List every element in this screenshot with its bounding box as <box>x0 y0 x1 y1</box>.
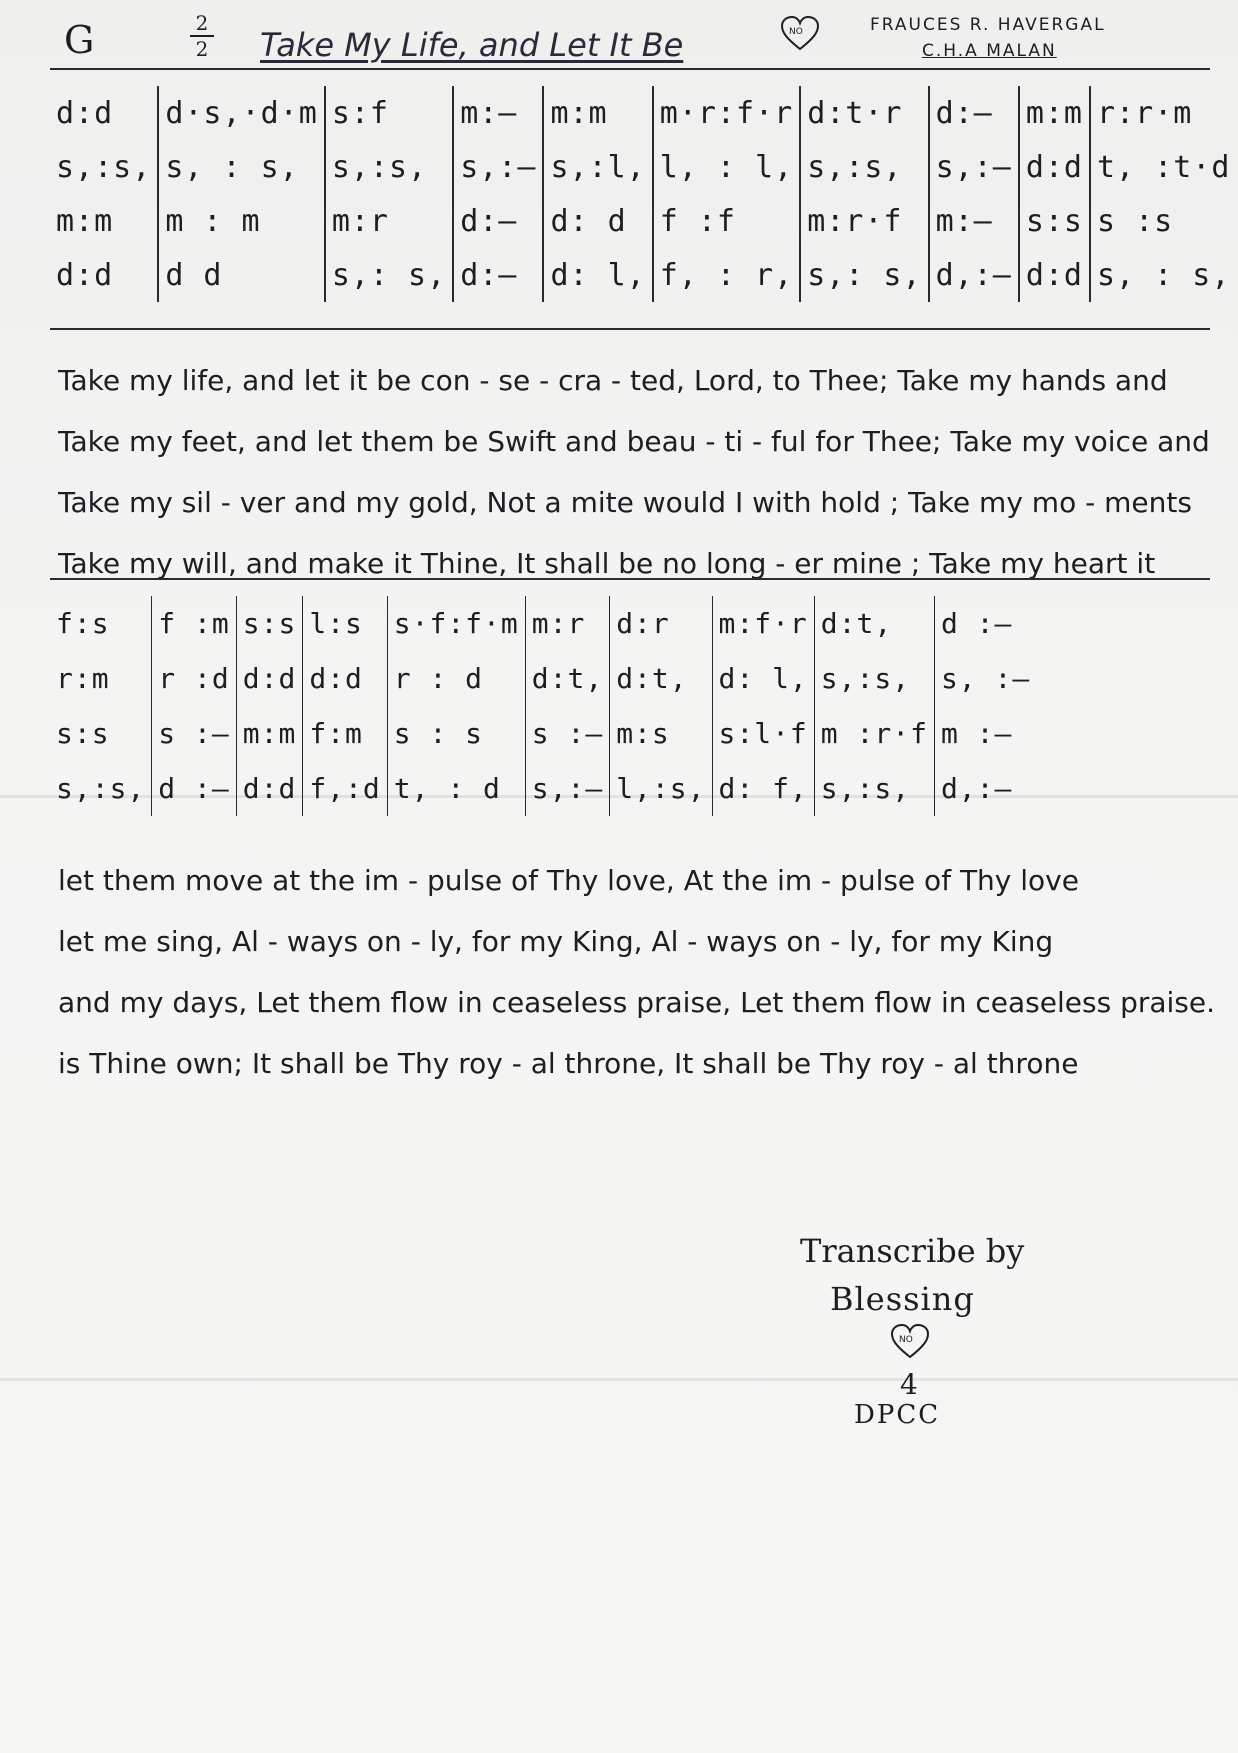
solfa-cell: d,:– <box>929 248 1019 302</box>
solfa-cell: s:s <box>1019 194 1090 248</box>
solfa-cell: m:f·r <box>712 596 814 651</box>
svg-text:NO: NO <box>789 27 803 37</box>
solfa-cell: l:s <box>303 596 387 651</box>
composer-line-2: C.H.A MALAN <box>922 41 1057 61</box>
solfa-cell: m:m <box>1019 86 1090 140</box>
solfa-cell: m:r <box>325 194 453 248</box>
solfa-cell: d:d <box>56 95 114 131</box>
solfa-row <box>50 596 1036 651</box>
solfa-cell: s,: s, <box>325 248 453 302</box>
solfa-cell: s:s <box>56 717 110 750</box>
section-rule <box>50 578 1210 580</box>
lyric-line: Take my sil - ver and my gold, Not a mite would I with hold ; Take my mo - ments <box>58 486 1192 519</box>
solfa-row <box>50 86 1236 140</box>
solfa-cell: s,:s, <box>814 651 934 706</box>
solfa-row <box>50 194 1236 248</box>
solfa-row <box>50 140 1236 194</box>
solfa-cell: m:r <box>525 596 609 651</box>
transcriber-signature <box>800 1232 1100 1430</box>
solfa-cell: d: f, <box>712 761 814 816</box>
solfa-cell: m:m <box>56 203 114 239</box>
solfa-row <box>50 761 1036 816</box>
solfa-cell: s,:– <box>929 140 1019 194</box>
solfa-cell: s :– <box>152 706 236 761</box>
solfa-cell: d: l, <box>712 651 814 706</box>
solfa-row <box>50 248 1236 302</box>
solfa-cell: m:– <box>929 194 1019 248</box>
lyrics-block-1 <box>58 350 1228 594</box>
solfa-cell: s,:l, <box>543 140 652 194</box>
signature-line-4: DPCC <box>854 1400 941 1430</box>
solfa-cell: d:d <box>1019 140 1090 194</box>
lyric-line: let me sing, Al - ways on - ly, for my King, Al - ways on - ly, for my King <box>58 925 1054 958</box>
solfa-cell: d :– <box>152 761 236 816</box>
solfa-cell: m : m <box>158 194 325 248</box>
solfa-cell: d·s,·d·m <box>158 86 325 140</box>
solfa-cell: d:t, <box>525 651 609 706</box>
lyric-line: Take my feet, and let them be Swift and beau - ti - ful for Thee; Take my voice and <box>58 425 1210 458</box>
solfa-cell: r : d <box>387 651 525 706</box>
top-rule <box>50 68 1210 70</box>
solfa-cell: s,:s, <box>800 140 928 194</box>
solfa-cell: d:– <box>453 248 543 302</box>
solfa-cell: m :– <box>934 706 1036 761</box>
lyric-line: is Thine own; It shall be Thy roy - al throne, It shall be Thy roy - al throne <box>58 1047 1079 1080</box>
solfa-cell: f:s <box>56 607 110 640</box>
heart-icon <box>890 1324 930 1360</box>
solfa-cell: m·r:f·r <box>653 86 800 140</box>
solfa-cell: m :r·f <box>814 706 934 761</box>
solfa-cell: s,:– <box>525 761 609 816</box>
solfa-cell: d: d <box>543 194 652 248</box>
solfa-cell: d:t, <box>610 651 712 706</box>
solfa-cell: d:d <box>303 651 387 706</box>
solfa-cell: m:m <box>236 706 303 761</box>
solfa-cell: r:m <box>56 662 110 695</box>
solfa-cell: s:f <box>325 86 453 140</box>
lyric-line: Take my life, and let it be con - se - cra - ted, Lord, to Thee; Take my hands and <box>58 364 1168 397</box>
solfa-cell: d:t, <box>814 596 934 651</box>
signature-line-1: Transcribe by <box>800 1232 1025 1270</box>
solfa-cell: d :– <box>934 596 1036 651</box>
solfa-cell: d d <box>158 248 325 302</box>
solfa-cell: d:d <box>236 761 303 816</box>
solfa-cell: d,:– <box>934 761 1036 816</box>
song-title: Take My Life, and Let It Be <box>260 26 684 64</box>
solfa-cell: t, : d <box>387 761 525 816</box>
solfa-cell: s,:s, <box>325 140 453 194</box>
solfa-cell: s,: s, <box>800 248 928 302</box>
song-header <box>60 12 1170 72</box>
solfa-cell: s·f:f·m <box>387 596 525 651</box>
solfa-cell: s, : s, <box>158 140 325 194</box>
solfa-cell: d:d <box>236 651 303 706</box>
lyrics-block-2 <box>58 850 1228 1094</box>
solfa-cell: s:l·f <box>712 706 814 761</box>
solfa-row <box>50 651 1036 706</box>
solfa-cell: f :f <box>653 194 800 248</box>
solfa-cell: s,:s, <box>814 761 934 816</box>
time-bottom: 2 <box>195 37 209 61</box>
solfa-cell: d:– <box>929 86 1019 140</box>
time-signature <box>190 12 214 60</box>
solfa-cell: s :– <box>525 706 609 761</box>
solfa-cell: d:r <box>610 596 712 651</box>
solfa-cell: s,:s, <box>56 772 146 805</box>
composer-line-1: FRAUCES R. HAVERGAL <box>870 15 1106 35</box>
lyric-line: and my days, Let them flow in ceaseless praise, Let them flow in ceaseless praise. <box>58 986 1216 1019</box>
solfa-table-1 <box>50 86 1236 302</box>
time-top: 2 <box>195 11 209 35</box>
solfa-cell: d:– <box>453 194 543 248</box>
solfa-cell: s,:– <box>453 140 543 194</box>
section-rule <box>50 328 1210 330</box>
paper-fold <box>0 1378 1238 1381</box>
solfa-cell: s, : s, <box>1090 248 1236 302</box>
solfa-cell: f :m <box>152 596 236 651</box>
solfa-cell: f:m <box>303 706 387 761</box>
solfa-cell: s,:s, <box>56 149 152 185</box>
heart-icon <box>780 16 820 52</box>
solfa-cell: m:s <box>610 706 712 761</box>
solfa-cell: t, :t·d <box>1090 140 1236 194</box>
solfa-cell: d:d <box>56 257 114 293</box>
solfa-row <box>50 706 1036 761</box>
solfa-cell: l, : l, <box>653 140 800 194</box>
solfa-cell: d:t·r <box>800 86 928 140</box>
lyric-line: Take my will, and make it Thine, It shall be no long - er mine ; Take my heart it <box>58 547 1156 580</box>
solfa-cell: s : s <box>387 706 525 761</box>
signature-line-3: 4 <box>900 1368 918 1401</box>
solfa-cell: r :d <box>152 651 236 706</box>
solfa-cell: s:s <box>236 596 303 651</box>
solfa-cell: f, : r, <box>653 248 800 302</box>
svg-text:NO: NO <box>899 1335 913 1345</box>
solfa-cell: m:– <box>453 86 543 140</box>
solfa-cell: f,:d <box>303 761 387 816</box>
solfa-cell: r:r·m <box>1090 86 1236 140</box>
solfa-cell: l,:s, <box>610 761 712 816</box>
solfa-cell: m:m <box>543 86 652 140</box>
signature-line-2: Blessing <box>830 1280 975 1318</box>
solfa-cell: s, :– <box>934 651 1036 706</box>
solfa-cell: s :s <box>1090 194 1236 248</box>
solfa-cell: m:r·f <box>800 194 928 248</box>
key-signature: G <box>64 18 95 62</box>
solfa-cell: d: l, <box>543 248 652 302</box>
solfa-cell: d:d <box>1019 248 1090 302</box>
solfa-table-2 <box>50 596 1036 816</box>
lyric-line: let them move at the im - pulse of Thy love, At the im - pulse of Thy love <box>58 864 1079 897</box>
composer-credits <box>870 12 1106 64</box>
